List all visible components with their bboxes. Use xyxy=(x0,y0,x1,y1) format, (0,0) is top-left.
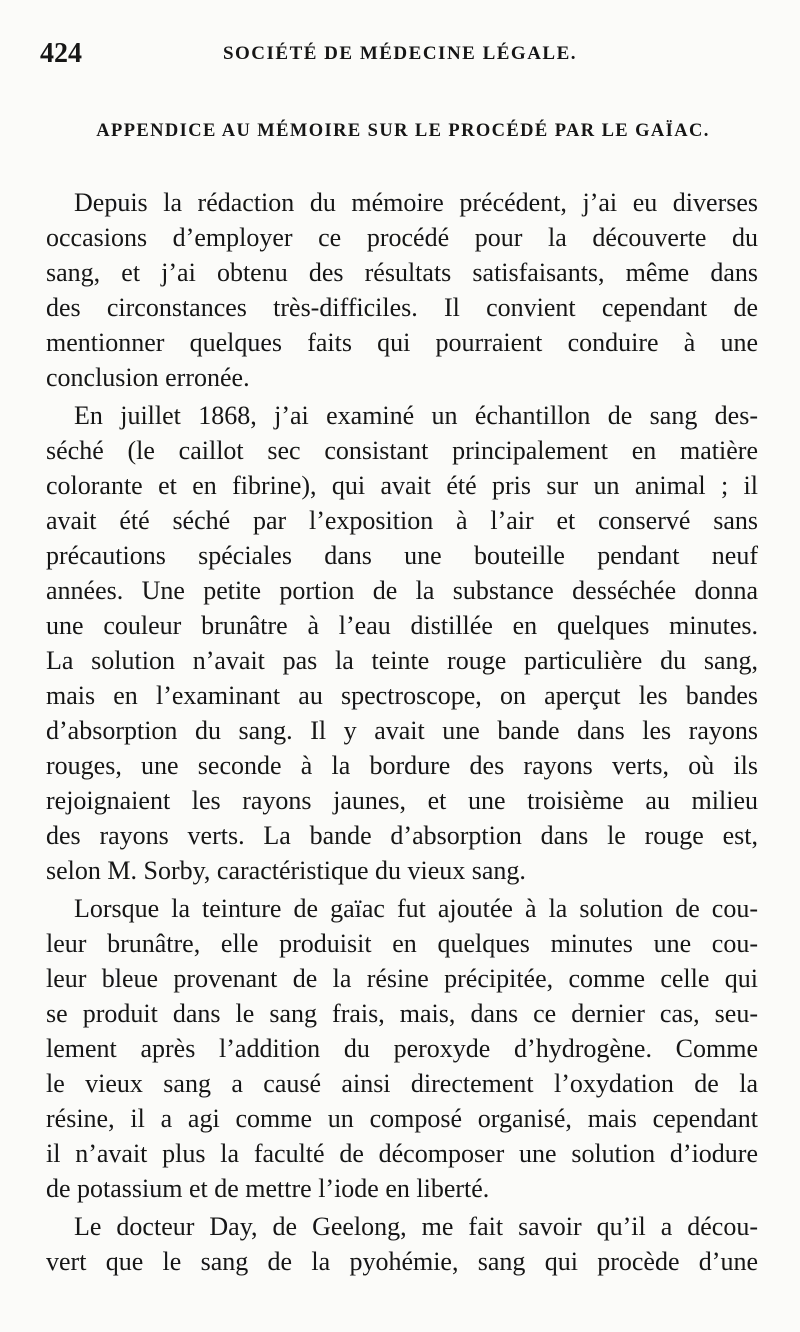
text-line: sang, et j’ai obtenu des résultats satisfaisants, même dans xyxy=(46,258,758,287)
text-line: il n’avait plus la faculté de décomposer une solution d’iodure xyxy=(46,1139,758,1168)
text-line: mentionner quelques faits qui pourraient conduire à une xyxy=(46,328,758,357)
text-line: résine, il a agi comme un composé organisé, mais cependant xyxy=(46,1104,758,1133)
text-line: leur brunâtre, elle produisit en quelques minutes une cou- xyxy=(46,929,758,958)
section-heading: APPENDICE AU MÉMOIRE SUR LE PROCÉDÉ PAR LE GAÏAC. xyxy=(96,121,710,141)
paragraph xyxy=(46,1209,758,1279)
text-line: conclusion erronée. xyxy=(46,363,250,392)
text-line: mais en l’examinant au spectroscope, on aperçut les bandes xyxy=(46,681,758,710)
text-line: En juillet 1868, j’ai examiné un échantillon de sang des- xyxy=(74,401,758,430)
paragraph xyxy=(46,398,758,888)
text-line: de potassium et de mettre l’iode en liberté. xyxy=(46,1174,490,1203)
paragraph xyxy=(46,891,758,1206)
running-title: SOCIÉTÉ DE MÉDECINE LÉGALE. xyxy=(222,43,578,64)
text-line: selon M. Sorby, caractéristique du vieux sang. xyxy=(46,856,526,885)
text-line: rejoignaient les rayons jaunes, et une troisième au milieu xyxy=(46,786,758,815)
text-line: des rayons verts. La bande d’absorption dans le rouge est, xyxy=(46,821,758,850)
text-line: se produit dans le sang frais, mais, dans ce dernier cas, seu- xyxy=(46,999,758,1028)
text-line: d’absorption du sang. Il y avait une bande dans les rayons xyxy=(46,716,758,745)
text-line: occasions d’employer ce procédé pour la découverte du xyxy=(46,223,758,252)
text-line: une couleur brunâtre à l’eau distillée en quelques minutes. xyxy=(46,611,758,640)
text-line: rouges, une seconde à la bordure des rayons verts, où ils xyxy=(46,751,758,780)
paragraph xyxy=(46,185,758,395)
text-line: lement après l’addition du peroxyde d’hydrogène. Comme xyxy=(46,1034,758,1063)
text-line: des circonstances très-difficiles. Il convient cependant de xyxy=(46,293,758,322)
text-line: avait été séché par l’exposition à l’air et conservé sans xyxy=(46,506,758,535)
text-line: vert que le sang de la pyohémie, sang qui procède d’une xyxy=(46,1247,758,1276)
body-text xyxy=(46,185,758,1279)
text-line: Lorsque la teinture de gaïac fut ajoutée à la solution de cou- xyxy=(74,894,758,923)
text-line: colorante et en fibrine), qui avait été pris sur un animal ; il xyxy=(46,471,758,500)
text-line: Le docteur Day, de Geelong, me fait savoir qu’il a décou- xyxy=(74,1212,758,1241)
page-header xyxy=(40,38,760,72)
text-line: La solution n’avait pas la teinte rouge particulière du sang, xyxy=(46,646,758,675)
text-line: leur bleue provenant de la résine précipitée, comme celle qui xyxy=(46,964,758,993)
text-line: années. Une petite portion de la substance desséchée donna xyxy=(46,576,758,605)
text-line: précautions spéciales dans une bouteille pendant neuf xyxy=(46,541,758,570)
page-number: 424 xyxy=(40,38,82,69)
text-line: Depuis la rédaction du mémoire précédent, j’ai eu diverses xyxy=(74,188,758,217)
text-line: séché (le caillot sec consistant principalement en matière xyxy=(46,436,758,465)
text-line: le vieux sang a causé ainsi directement l’oxydation de la xyxy=(46,1069,758,1098)
